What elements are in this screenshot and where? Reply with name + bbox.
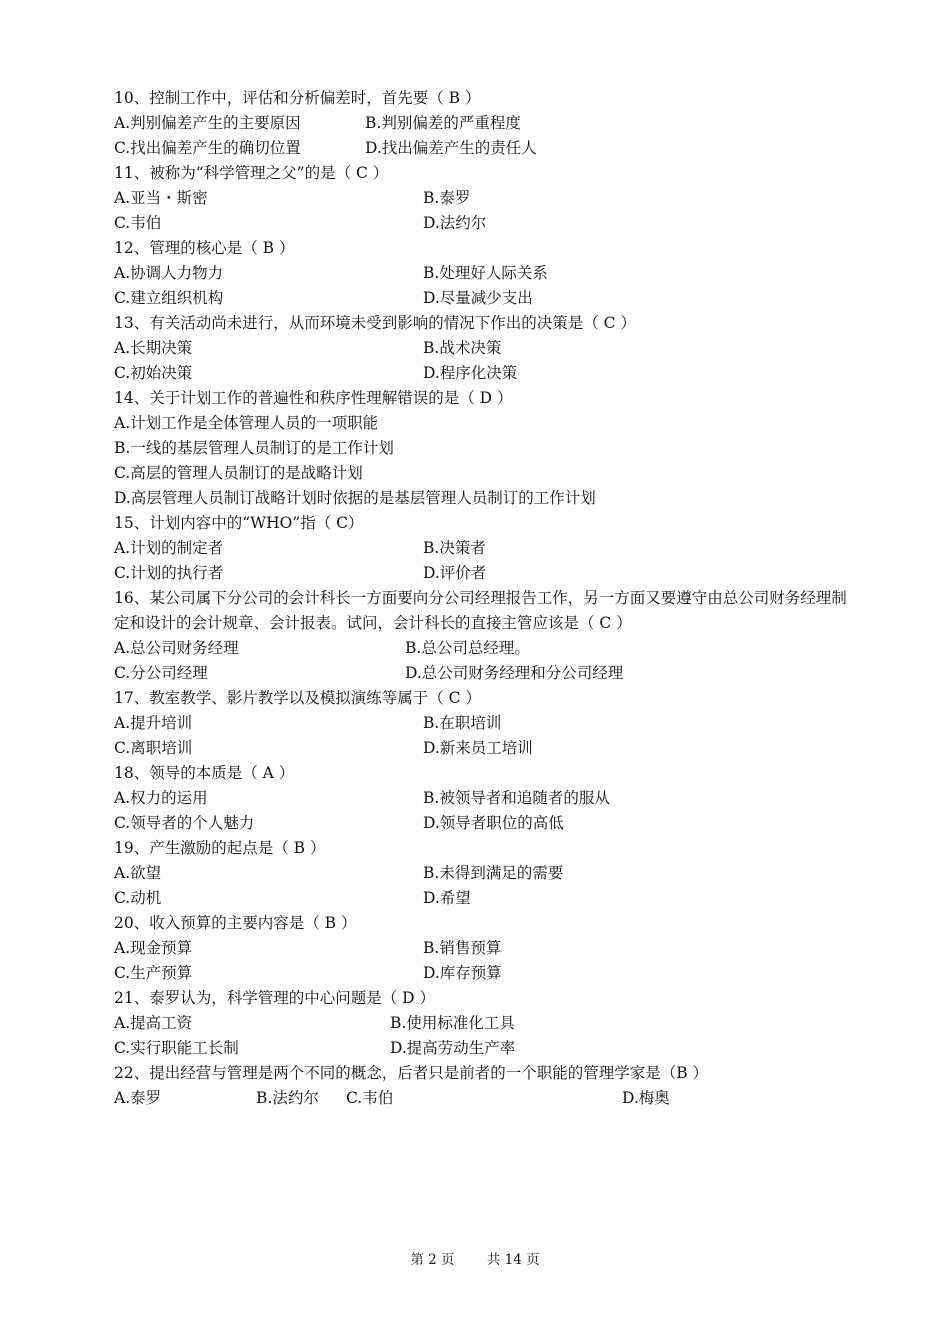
option-row xyxy=(114,661,854,686)
option: D.找出偏差产生的责任人 xyxy=(365,139,537,157)
option: C.离职培训 xyxy=(114,739,193,757)
option: B.使用标准化工具 xyxy=(390,1014,515,1032)
option: D.希望 xyxy=(423,889,471,907)
option: D.库存预算 xyxy=(423,964,502,982)
question-stem: 18、领导的本质是（ A ） xyxy=(114,764,295,782)
option: A.泰罗 xyxy=(114,1089,162,1107)
option-row xyxy=(114,636,854,661)
option: D.提高劳动生产率 xyxy=(390,1039,516,1057)
option: C.动机 xyxy=(114,889,162,907)
option: A.提升培训 xyxy=(114,714,193,732)
question-stem: 15、计划内容中的“WHO”指（ C） xyxy=(114,514,364,532)
page-footer xyxy=(0,1248,950,1268)
option-row xyxy=(114,286,854,311)
option-row xyxy=(114,561,854,586)
option: B.处理好人际关系 xyxy=(423,264,548,282)
option-row xyxy=(114,111,854,136)
option-row xyxy=(114,786,854,811)
option: D.总公司财务经理和分公司经理 xyxy=(405,664,624,682)
option: D.法约尔 xyxy=(423,214,487,232)
option: C.找出偏差产生的确切位置 xyxy=(114,139,301,157)
option-row xyxy=(114,261,854,286)
page-number: 第 2 页 xyxy=(410,1252,455,1268)
question-stem: 21、泰罗认为，科学管理的中心问题是（ D ） xyxy=(114,989,436,1007)
question-stem: 16、某公司属下分公司的会计科长一方面要向分公司经理报告工作，另一方面又要遵守由总公司财务经理制定和设计的会计规章、会计报表。试问，会计科长的直接主管应该是（ C ） xyxy=(114,589,847,632)
option: D.尽量减少支出 xyxy=(423,289,533,307)
option: C.韦伯 xyxy=(346,1089,394,1107)
option: C.实行职能工长制 xyxy=(114,1039,239,1057)
option-row xyxy=(114,1036,854,1061)
option-row xyxy=(114,886,854,911)
option-row xyxy=(114,811,854,836)
option-row xyxy=(114,711,854,736)
option: A.判别偏差产生的主要原因 xyxy=(114,114,301,132)
option: A.总公司财务经理 xyxy=(114,639,239,657)
option: A.亚当・斯密 xyxy=(114,189,208,207)
option: D.程序化决策 xyxy=(423,364,518,382)
question-stem: 17、教室教学、影片教学以及模拟演练等属于（ C ） xyxy=(114,689,481,707)
option-row xyxy=(114,936,854,961)
option-row xyxy=(114,736,854,761)
option: B.销售预算 xyxy=(423,939,502,957)
question-stem: 11、被称为“科学管理之父”的是（ C ） xyxy=(114,164,389,182)
option-row xyxy=(114,861,854,886)
option: C.建立组织机构 xyxy=(114,289,224,307)
option: D.高层管理人员制订战略计划时依据的是基层管理人员制订的工作计划 xyxy=(114,489,596,507)
question-stem: 14、关于计划工作的普遍性和秩序性理解错误的是（ D ） xyxy=(114,389,513,407)
option: B.战术决策 xyxy=(423,339,502,357)
question-stem: 10、控制工作中，评估和分析偏差时，首先要（ B ） xyxy=(114,89,481,107)
question-stem: 20、收入预算的主要内容是（ B ） xyxy=(114,914,357,932)
option-row xyxy=(114,136,854,161)
option: B.一线的基层管理人员制订的是工作计划 xyxy=(114,439,394,457)
option: B.法约尔 xyxy=(256,1089,319,1107)
option: B.未得到满足的需要 xyxy=(423,864,564,882)
option-row xyxy=(114,211,854,236)
question-stem: 22、提出经营与管理是两个不同的概念，后者只是前者的一个职能的管理学家是（B ） xyxy=(114,1064,709,1082)
option: D.新来员工培训 xyxy=(423,739,533,757)
option: A.计划工作是全体管理人员的一项职能 xyxy=(114,414,379,432)
option: B.被领导者和追随者的服从 xyxy=(423,789,610,807)
option-row xyxy=(114,961,854,986)
option: A.提高工资 xyxy=(114,1014,193,1032)
option: C.韦伯 xyxy=(114,214,162,232)
option: A.协调人力物力 xyxy=(114,264,224,282)
option: C.生产预算 xyxy=(114,964,193,982)
option: B.决策者 xyxy=(423,539,486,557)
question-list xyxy=(114,86,854,1111)
option-row xyxy=(114,1011,854,1036)
option-row xyxy=(114,361,854,386)
option: A.计划的制定者 xyxy=(114,539,224,557)
question-stem: 12、管理的核心是（ B ） xyxy=(114,239,295,257)
option: B.总公司总经理。 xyxy=(405,639,530,657)
option: A.欲望 xyxy=(114,864,162,882)
option: C.初始决策 xyxy=(114,364,193,382)
option: D.领导者职位的高低 xyxy=(423,814,564,832)
option: A.权力的运用 xyxy=(114,789,208,807)
option-row xyxy=(114,186,854,211)
option: D.梅奥 xyxy=(622,1089,670,1107)
question-stem: 19、产生激励的起点是（ B ） xyxy=(114,839,326,857)
option: A.现金预算 xyxy=(114,939,193,957)
option: C.高层的管理人员制订的是战略计划 xyxy=(114,464,363,482)
option: C.领导者的个人魅力 xyxy=(114,814,255,832)
option-row xyxy=(114,1086,854,1111)
option: D.评价者 xyxy=(423,564,487,582)
option-row xyxy=(114,536,854,561)
option: B.判别偏差的严重程度 xyxy=(365,114,521,132)
option: A.长期决策 xyxy=(114,339,193,357)
page-total: 共 14 页 xyxy=(486,1252,540,1268)
option: B.泰罗 xyxy=(423,189,471,207)
option: B.在职培训 xyxy=(423,714,502,732)
option: C.分公司经理 xyxy=(114,664,208,682)
option: C.计划的执行者 xyxy=(114,564,224,582)
question-stem: 13、有关活动尚未进行，从而环境未受到影响的情况下作出的决策是（ C ） xyxy=(114,314,636,332)
option-row xyxy=(114,336,854,361)
